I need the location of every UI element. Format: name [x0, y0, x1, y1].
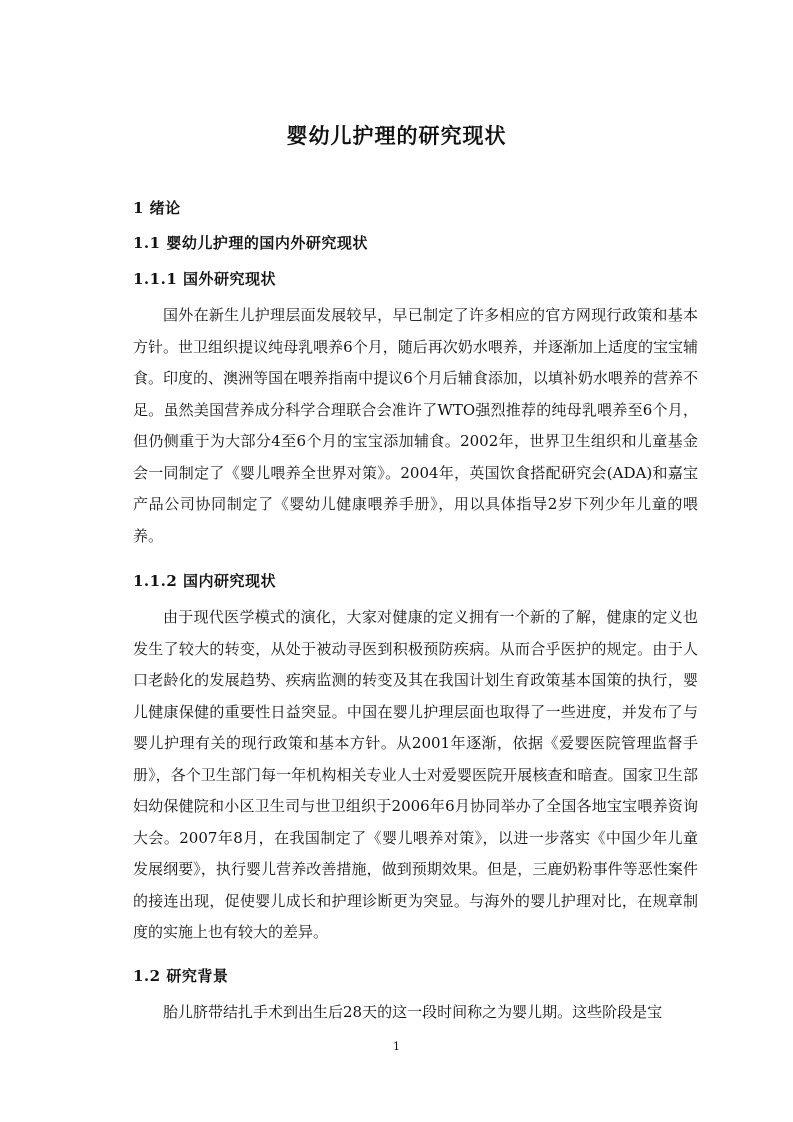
- section-heading-1-1-2: 1.1.2 国内研究现状: [133, 572, 276, 590]
- page-number: 1: [393, 1040, 400, 1053]
- document-title: 婴幼儿护理的研究现状: [286, 123, 507, 148]
- section-heading-1-1-1: 1.1.1 国外研究现状: [133, 270, 276, 288]
- section-heading-1-2: 1.2 研究背景: [133, 967, 229, 985]
- paragraph-research-background: 胎儿脐带结扎手术到出生后28天的这一段时间称之为婴儿期。这些阶段是宝: [163, 1003, 663, 1021]
- section-heading-1-1: 1.1 婴幼儿护理的国内外研究现状: [133, 234, 368, 252]
- paragraph-domestic-research: 由于现代医学模式的演化，大家对健康的定义拥有一个新的了解，健康的定义也发生了较大的转变，从处于被动寻医到积极预防疾病。从而合乎医护的规定。由于人口老龄化的发展趋势、疾病监测的转变及其在我国计划生育政策基本国策的执行，婴儿健康保健的重要性日益突显。中国在婴儿护理层面也取得了一些进度，并发布了与婴儿护理有关的现行政策和基本方针。从2001年逐渐，依据《爱婴医院管理监督手册》，各个卫生部门每一年机构相关专业人士对爱婴医院开展核查和暗查。国家卫生部妇幼保健院和小区卫生司与世卫组织于2006年6月协同举办了全国各地宝宝喂养资询大会。2007年8月，在我国制定了《婴儿喂养对策》，以进一步落实《中国少年儿童发展纲要》，执行婴儿营养改善措施，做到预期效果。但是，三鹿奶粉事件等恶性案件的接连出现，促使婴儿成长和护理诊断更为突显。与海外的婴儿护理对比，在规章制度的实施上也有较大的差异。: [133, 608, 698, 941]
- paragraph-foreign-research: 国外在新生儿护理层面发展较早，早已制定了许多相应的官方网现行政策和基本方针。世卫组织提议纯母乳喂养6个月，随后再次奶水喂养，并逐渐加上适度的宝宝辅食。印度的、澳洲等国在喂养指南中提议6个月后辅食添加，以填补奶水喂养的营养不足。虽然美国营养成分科学合理联合会准许了WTO强烈推荐的纯母乳喂养至6个月，但仍侧重于为大部分4至6个月的宝宝添加辅食。2002年，世界卫生组织和儿童基金会一同制定了《婴儿喂养全世界对策》。2004年，英国饮食搭配研究会(ADA)和嘉宝产品公司协同制定了《婴幼儿健康喂养手册》，用以具体指导2岁下列少年儿童的喂养。: [133, 306, 698, 545]
- section-heading-1: 1 绪论: [133, 199, 181, 217]
